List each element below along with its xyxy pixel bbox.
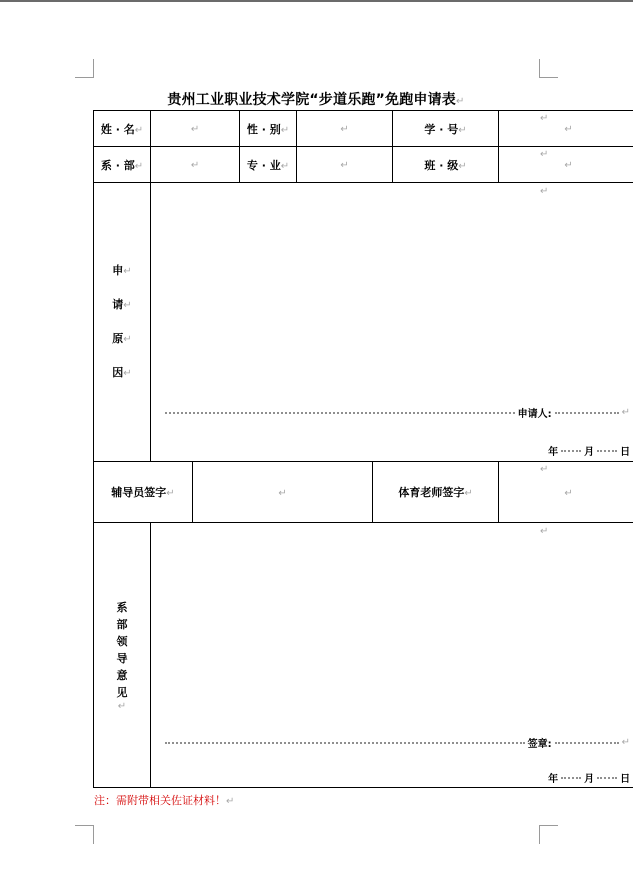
paragraph-mark: ↵ <box>456 96 465 107</box>
counselor-label: 辅导员签字↵ <box>94 462 193 523</box>
reason-label: 申↵ 请↵ 原↵ 因↵ <box>94 183 151 462</box>
applicant-date-line <box>548 443 630 458</box>
name-label: 姓 · 名↵ <box>94 111 151 147</box>
margin-corner-bottom-right <box>539 825 558 844</box>
department-opinion-row <box>94 523 633 788</box>
margin-corner-top-left <box>75 59 94 78</box>
department-opinion-field[interactable] <box>151 523 633 788</box>
row-end-mark: ↵ <box>540 526 549 537</box>
row-end-mark: ↵ <box>540 186 549 197</box>
department-label: 系 · 部↵ <box>94 147 151 183</box>
margin-corner-top-right <box>539 59 558 78</box>
student-id-label: 学 · 号↵ <box>393 111 499 147</box>
class-field[interactable]: ↵ <box>499 147 633 183</box>
margin-corner-bottom-left <box>75 825 94 844</box>
major-label: 专 · 业↵ <box>240 147 297 183</box>
class-label: 班 · 级↵ <box>393 147 499 183</box>
gender-label: 性 · 别↵ <box>240 111 297 147</box>
signature-row <box>94 462 633 523</box>
student-info-row-2 <box>94 147 633 183</box>
name-field[interactable]: ↵ <box>151 111 240 147</box>
department-date-line <box>548 770 630 785</box>
major-field[interactable]: ↵ <box>297 147 393 183</box>
seal-line: 签章: ↵ <box>162 735 630 750</box>
reason-field[interactable] <box>151 183 633 462</box>
row-end-mark: ↵ <box>540 464 549 475</box>
day-label: 日 <box>620 447 631 458</box>
paragraph-mark: ↵ <box>226 796 235 807</box>
year-label: 年 <box>548 774 559 785</box>
applicant-label: 申请人: <box>517 409 552 420</box>
reason-row <box>94 183 633 462</box>
day-label: 日 <box>620 774 631 785</box>
student-id-field[interactable]: ↵ <box>499 111 633 147</box>
row-end-mark: ↵ <box>540 113 549 124</box>
applicant-signature-line: 申请人: ↵ <box>162 405 630 420</box>
footnote-text: 注：需附带相关佐证材料！ <box>94 794 226 807</box>
window-top-border <box>0 0 633 2</box>
form-title <box>94 89 538 109</box>
footnote <box>94 792 234 808</box>
month-label: 月 <box>584 774 595 785</box>
pe-teacher-label: 体育老师签字↵ <box>373 462 499 523</box>
year-label: 年 <box>548 447 559 458</box>
department-opinion-label: 系 部 领 导 意 见 ↵ <box>94 523 151 788</box>
form-title-text: 贵州工业职业技术学院“步道乐跑”免跑申请表 <box>167 92 456 108</box>
department-field[interactable]: ↵ <box>151 147 240 183</box>
application-form-table <box>93 110 633 788</box>
counselor-signature-field[interactable]: ↵ <box>193 462 373 523</box>
month-label: 月 <box>584 447 595 458</box>
gender-field[interactable]: ↵ <box>297 111 393 147</box>
pe-teacher-signature-field[interactable]: ↵ <box>499 462 633 523</box>
seal-label: 签章: <box>527 739 552 750</box>
student-info-row-1 <box>94 111 633 147</box>
row-end-mark: ↵ <box>540 149 549 160</box>
